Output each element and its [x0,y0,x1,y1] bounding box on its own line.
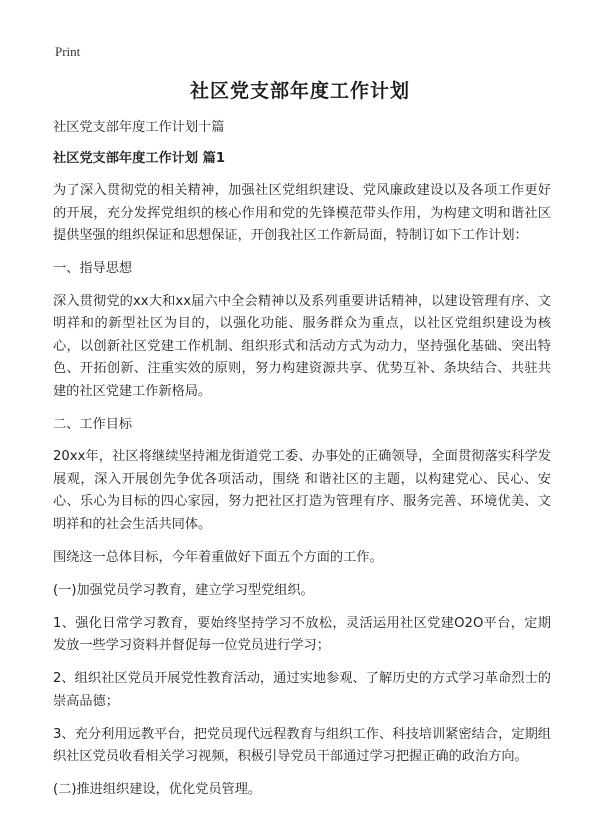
paragraph-guiding-thought: 深入贯彻党的xx大和xx届六中全会精神以及系列重要讲话精神，以建设管理有序、文明祥和的新型社区为目的，以强化功能、服务群众为重点，以社区党组织建设为核心，以创新社区党建工作机制、组织形式和活动方式为动力，坚持强化基础、突出特色、开拓创新、注重实效的原则，努力构建资源共享、优势互补、条块结合、共驻共建的社区党建工作新格局。 [53,293,551,399]
document-body [53,117,551,812]
subheading-organization: (二)推进组织建设，优化党员管理。 [53,782,262,797]
subheading-study-education: (一)加强党员学习教育，建立学习型党组织。 [53,582,314,598]
paragraph-five-aspects: 围绕这一总体目标，今年着重做好下面五个方面的工作。 [53,549,383,565]
paragraph-work-goals: 20xx年，社区将继续坚持湘龙街道党工委、办事处的正确领导，全面贯彻落实科学发展观，深入开展创先争优各项活动，围绕 和谐社区的主题，以构建党心、民心、安心、乐心为目标的四心家园，努力把社区打造为管理有序、服务完善、环境优美、文明祥和的社会生活共同体。 [53,449,551,532]
paragraph-intro: 为了深入贯彻党的相关精神，加强社区党组织建设、党风廉政建设以及各项工作更好的开展，充分发挥党组织的核心作用和党的先锋模范带头作用，为构建文明和谐社区提供坚强的组织保证和思想保证，开创我社区工作新局面，特制订如下工作计划： [53,183,551,243]
heading-guiding-thought: 一、指导思想 [53,261,133,276]
section-title: 社区党支部年度工作计划 篇1 [53,150,226,166]
list-item-3: 3、充分利用远教平台，把党员现代远程教育与组织工作、科技培训紧密结合，定期组织社区党员收看相关学习视频，积极引导党员干部通过学习把握正确的政治方向。 [53,726,551,764]
document-title: 社区党支部年度工作计划 [189,80,410,102]
document-subtitle: 社区党支部年度工作计划十篇 [53,120,225,135]
list-item-1: 1、强化日常学习教育，要始终坚持学习不放松，灵活运用社区党建O2O平台，定期发放一些学习资料并督促每一位党员进行学习； [53,615,551,653]
heading-work-goals: 二、工作目标 [53,416,133,432]
list-item-2: 2、组织社区党员开展党性教育活动，通过实地参观、了解历史的方式学习革命烈士的崇高品德； [53,671,551,709]
print-label: Print [55,44,81,59]
